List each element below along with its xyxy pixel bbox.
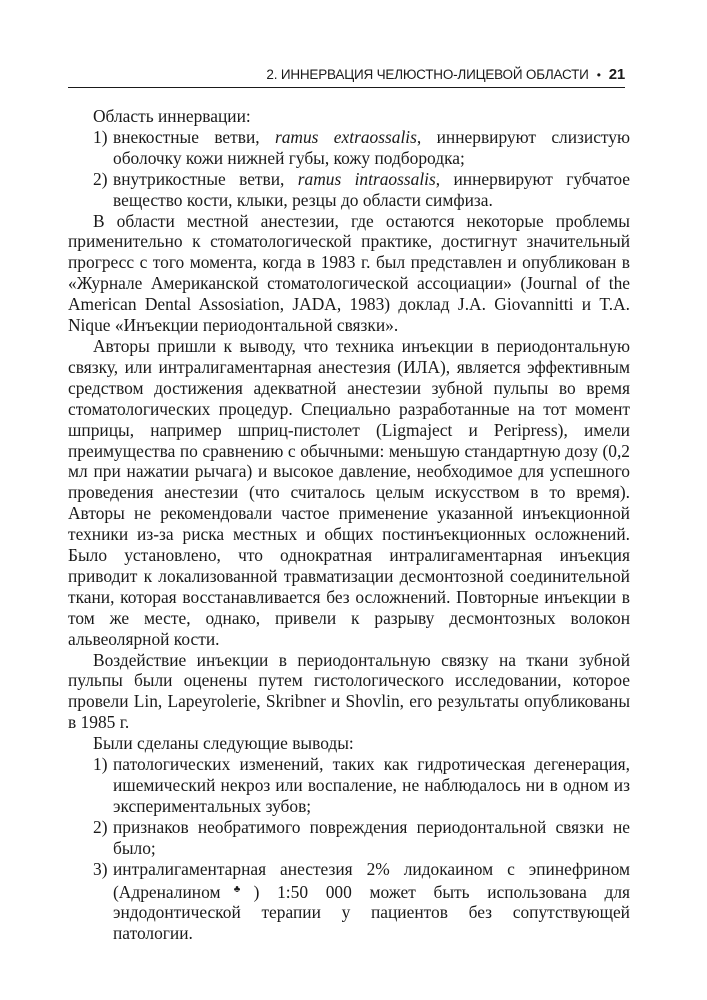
list-item [68, 817, 630, 859]
paragraph: В области местной анестезии, где остаются некоторые проблемы применительно к стоматологической практике, достигнут значительный прогресс с того момента, когда в 1983 г. был представлен и опубликован в «Журнале Американской стоматологической ассоциации» (Journal of the American Dental Assosiation, JADA, 1983) доклад J.A. Giovannitti и T.A. Nique «Инъекции периодонтальной связки». [68, 210, 630, 336]
list-text: интралигаментарная анестезия 2% лидокаином с эпинефрином (Адреналином [113, 858, 630, 902]
conclusions-list [68, 754, 630, 944]
paragraph: Воздействие инъекции в периодонтальную связку на ткани зубной пульпы были оценены путем гистологического исследовании, которое провели Lin, Lapeyrolerie, Skribner и Shovlin, его результаты опубликованы в 1985 г. [68, 649, 630, 733]
list-item [68, 127, 630, 169]
chapter-title: 2. ИННЕРВАЦИЯ ЧЕЛЮСТНО-ЛИЦЕВОЙ ОБЛАСТИ [266, 67, 589, 82]
page-number: 21 [608, 66, 625, 83]
list-item [68, 754, 630, 817]
innervation-list [68, 127, 630, 211]
list-text: , иннервируют слизистую оболочку кожи нижней губы, кожу подбородка; [113, 126, 630, 168]
list-text: внекостные ветви, [113, 126, 275, 147]
latin-term: ramus extraossalis [274, 126, 417, 147]
list-number: 2) [93, 816, 108, 837]
list-text: патологических изменений, таких как гидротическая дегенерация, ишемический некроз или воспаление, не наблюдалось ни в одном из экспериментальных зубов; [113, 754, 630, 816]
list-text: признаков необратимого повреждения периодонтальной связки не было; [113, 816, 630, 858]
list-item [68, 169, 630, 211]
list-text: , иннервируют губчатое вещество кости, клыки, резцы до области симфиза. [113, 168, 630, 210]
innervation-intro: Область иннервации: [93, 106, 251, 126]
list-text: ) 1:50 000 может быть использована для эндодонтической терапии у пациентов без сопутствующей патологии. [113, 881, 630, 944]
conclusions-intro: Были сделаны следующие выводы: [93, 733, 354, 754]
registered-mark: ♣ [220, 883, 254, 895]
paragraph: Авторы пришли к выводу, что техника инъекции в периодонтальную связку, или интралигаментарная анестезия (ИЛА), является эффективным средством достижения адекватной анестезии зубной пульпы во время стоматологических процедур. Специально разработанные на тот момент шприцы, например шприц-пистолет (Ligmaject и Peripress), имели преимущества по сравнению с обычными: меньшую стандартную дозу (0,2 мл при нажатии рычага) и высокое давление, необходимое для успешного проведения анестезии (что считалось целым искусством в то время). Авторы не рекомендовали частое применение указанной инъекционной техники из-за риска местных и общих постинъекционных осложнений. Было установлено, что однократная интралигаментарная инъекция приводит к локализованной травматизации десмонтозной соединительной ткани, которая восстанавливается без осложнений. Повторные инъекции в том же месте, однако, привели к разрыву десмонтозных волокон альвеолярной кости. [68, 335, 630, 649]
list-text: внутрикостные ветви, [113, 168, 298, 189]
list-number: 2) [93, 168, 108, 189]
running-header [68, 66, 625, 88]
page-body [68, 106, 630, 944]
latin-term: ramus intraossalis [297, 168, 436, 189]
list-number: 3) [93, 858, 108, 879]
list-item [68, 859, 630, 945]
header-bullet: • [596, 67, 601, 82]
list-number: 1) [93, 754, 108, 775]
list-number: 1) [93, 126, 108, 147]
